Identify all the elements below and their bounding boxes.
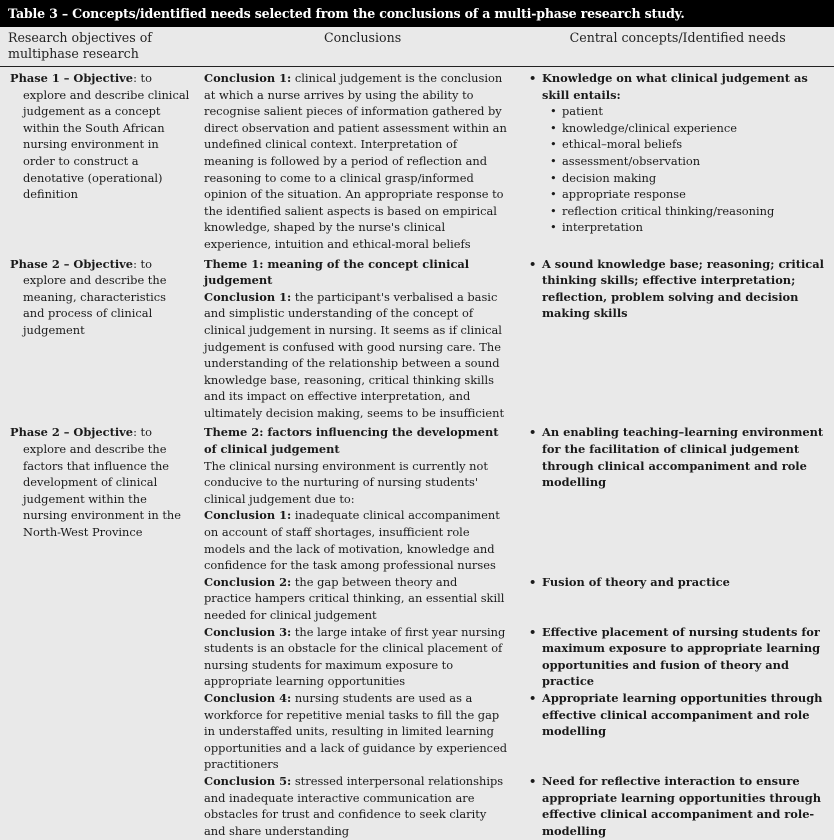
subitem: • ethical–moral beliefs bbox=[550, 136, 828, 153]
subitem: • appropriate response bbox=[550, 186, 828, 203]
table-row bbox=[0, 421, 834, 839]
need-item: • A sound knowledge base; reasoning; critical thinking skills; effective interpretation; reflection, problem solving and decision making skills bbox=[528, 256, 828, 322]
need-item: • Need for reflective interaction to ensure appropriate learning opportunities through effective clinical accompaniment and role-modelling bbox=[528, 773, 828, 839]
theme-heading: Theme 1: meaning of the concept clinical judgement bbox=[204, 256, 470, 288]
table-title: Table 3 – Concepts/identified needs selected from the conclusions of a multi-phase research study. bbox=[0, 0, 834, 27]
conclusion: Conclusion 3: the large intake of first year nursing students is an obstacle for the clinical placement of nursing students for maximum exposure to appropriate learning opportunities bbox=[204, 624, 506, 689]
need-item: • Appropriate learning opportunities through effective clinical accompaniment and role modelling bbox=[528, 690, 828, 740]
subitem: • reflection critical thinking/reasoning bbox=[550, 203, 828, 220]
objective-cell: Phase 2 – Objective: to explore and describe the factors that influence the development of clinical judgement within the nursing environment in the North-West Province bbox=[10, 425, 181, 540]
subitem: • assessment/observation bbox=[550, 153, 828, 170]
conclusion: Conclusion 1: the participant's verbalised a basic and simplistic understanding of the concept of clinical judgement in nursing. It seems as if clinical judgement is confused with good nursing care. The understanding of the relationship between a sound knowledge base, reasoning, critical thinking skills and its impact on effective interpretation, and ultimately decision making, seems to be insufficient bbox=[204, 289, 505, 420]
objective-cell: Phase 1 – Objective: to explore and describe clinical judgement as a concept within the South African nursing environment in order to construct a denotative (operational) definition bbox=[10, 71, 190, 202]
theme-heading: Theme 2: factors influencing the development of clinical judgement bbox=[204, 425, 499, 457]
conclusion: Conclusion 1: clinical judgement is the conclusion at which a nurse arrives by using the ability to recognise salient pieces of information gathered by direct observation and patient assessment within an undefined clinical context. Interpretation of meaning is followed by a period of reflection and reasoning to come to a clinical grasp/informed opinion of the situation. An appropriate response to the identified salient aspects is based on empirical knowledge, shaped by the nurse's clinical experience, intuition and ethical-moral beliefs bbox=[204, 71, 507, 251]
header-objectives: Research objectives of multiphase research bbox=[8, 30, 152, 61]
objective-cell: Phase 2 – Objective: to explore and describe the meaning, characteristics and process of clinical judgement bbox=[10, 256, 167, 337]
need-subitems bbox=[528, 103, 828, 236]
need-item: • Knowledge on what clinical judgement as skill entails: bbox=[528, 70, 828, 103]
table-header bbox=[0, 30, 834, 67]
header-conclusions: Conclusions bbox=[324, 30, 402, 45]
conclusion: Conclusion 5: stressed interpersonal relationships and inadequate interactive communication are obstacles for trust and confidence to seek clarity and share understanding bbox=[204, 773, 504, 838]
conclusion: Conclusion 2: the gap between theory and practice hampers critical thinking, an essential skill needed for clinical judgement bbox=[204, 574, 505, 622]
conclusion: Conclusion 4: nursing students are used as a workforce for repetitive menial tasks to fill the gap in understaffed units, resulting in limited learning opportunities and a lack of guidance by experienced practitioners bbox=[204, 690, 508, 772]
need-item: • Fusion of theory and practice bbox=[528, 574, 828, 591]
table-row bbox=[0, 67, 834, 253]
subitem: • decision making bbox=[550, 170, 828, 187]
conclusion: Conclusion 1: inadequate clinical accompaniment on account of staff shortages, insufficient role models and the lack of motivation, knowledge and confidence for the task among professional nurses bbox=[204, 508, 500, 573]
need-item: • Effective placement of nursing students for maximum exposure to appropriate learning opportunities and fusion of theory and practice bbox=[528, 624, 828, 690]
subitem: • knowledge/clinical experience bbox=[550, 120, 828, 137]
subitem: • interpretation bbox=[550, 219, 828, 236]
need-item: • An enabling teaching–learning environment for the facilitation of clinical judgement through clinical accompaniment and role modelling bbox=[528, 424, 828, 490]
theme-intro: The clinical nursing environment is currently not conducive to the nurturing of nursing students' clinical judgement due to: bbox=[204, 458, 488, 506]
header-needs: Central concepts/Identified needs bbox=[569, 30, 786, 45]
subitem: • patient bbox=[550, 103, 828, 120]
table-row bbox=[0, 253, 834, 422]
